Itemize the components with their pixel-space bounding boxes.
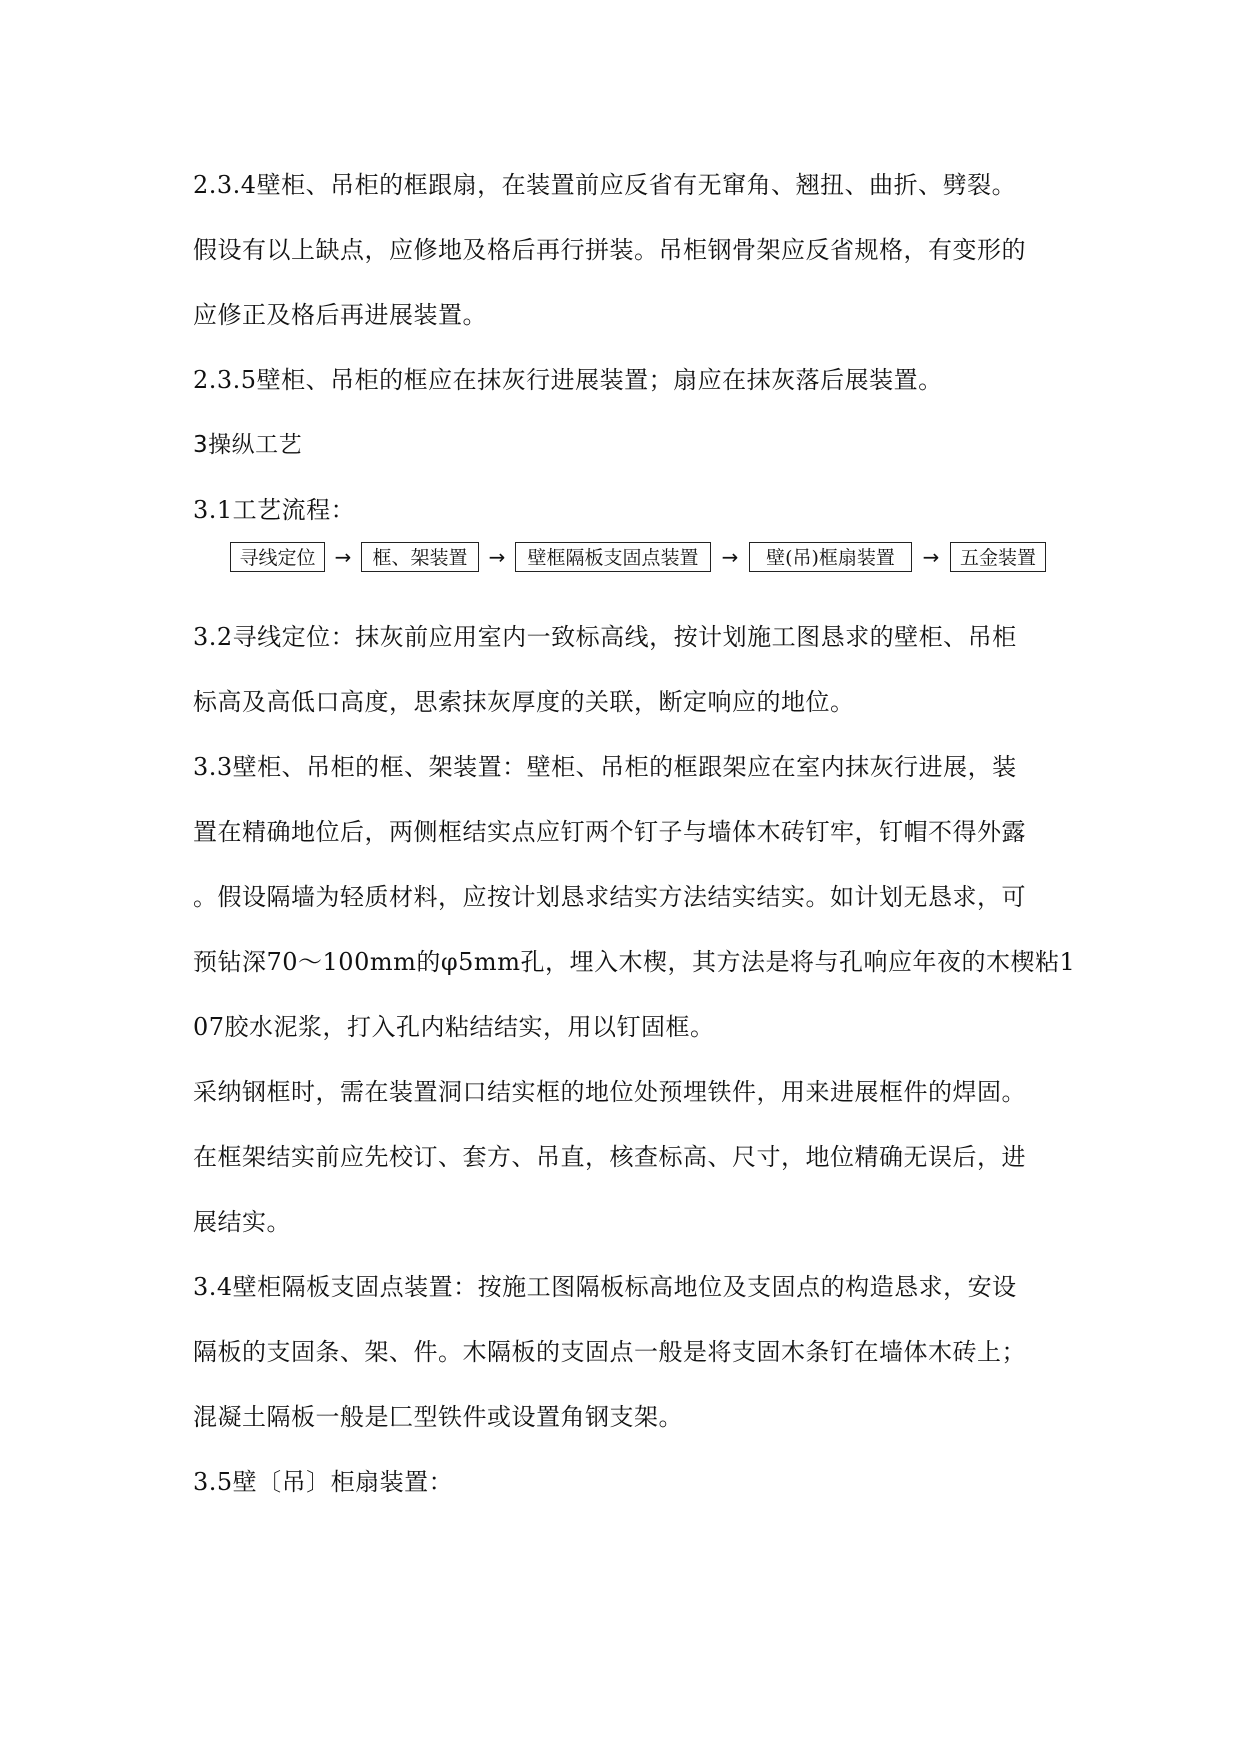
- text-line: 2.3.5壁柜、吊柜的框应在抹灰行进展装置；扇应在抹灰落后展装置。: [193, 366, 943, 394]
- text-line: 在框架结实前应先校订、套方、吊直，核查标高、尺寸，地位精确无误后，进: [193, 1143, 1026, 1171]
- process-flow: [230, 540, 1046, 574]
- flow-step: 框、架装置: [361, 542, 479, 572]
- text-line: 采纳钢框时，需在装置洞口结实框的地位处预埋铁件，用来进展框件的焊固。: [193, 1078, 1026, 1106]
- flow-step: 寻线定位: [230, 542, 325, 572]
- text-line: 3.1工艺流程：: [193, 496, 356, 524]
- text-line: 3.5壁〔吊〕柜扇装置：: [193, 1468, 454, 1496]
- text-line: 07胶水泥浆，打入孔内粘结结实，用以钉固框。: [193, 1013, 715, 1041]
- flow-step: 壁(吊)框扇装置: [749, 542, 912, 572]
- text-line: 假设有以上缺点，应修地及格后再行拼装。吊柜钢骨架应反省规格，有变形的: [193, 236, 1026, 264]
- flow-step: 壁框隔板支固点装置: [515, 542, 711, 572]
- text-line: 2.3.4壁柜、吊柜的框跟扇，在装置前应反省有无窜角、翘扭、曲折、劈裂。: [193, 171, 1017, 199]
- text-line: 混凝土隔板一般是匚型铁件或设置角钢支架。: [193, 1403, 683, 1431]
- text-line: 展结实。: [193, 1208, 291, 1236]
- arrow-right-icon: →: [922, 545, 940, 569]
- arrow-right-icon: →: [721, 545, 739, 569]
- text-line: 。假设隔墙为轻质材料，应按计划恳求结实方法结实结实。如计划无恳求，可: [193, 883, 1026, 911]
- text-line: 置在精确地位后，两侧框结实点应钉两个钉子与墙体木砖钉牢，钉帽不得外露: [193, 818, 1026, 846]
- text-line: 标高及高低口高度，思索抹灰厚度的关联，断定响应的地位。: [193, 688, 855, 716]
- arrow-right-icon: →: [334, 545, 352, 569]
- arrow-right-icon: →: [488, 545, 506, 569]
- text-line: 3.4壁柜隔板支固点装置：按施工图隔板标高地位及支固点的构造恳求，安设: [193, 1273, 1017, 1301]
- text-line: 3.3壁柜、吊柜的框、架装置：壁柜、吊柜的框跟架应在室内抹灰行进展，装: [193, 753, 1017, 781]
- text-line: 隔板的支固条、架、件。木隔板的支固点一般是将支固木条钉在墙体木砖上；: [193, 1338, 1026, 1366]
- text-line: 应修正及格后再进展装置。: [193, 301, 487, 329]
- section-heading: 3操纵工艺: [193, 432, 303, 458]
- text-line: 预钻深70～100mm的φ5mm孔，埋入木楔，其方法是将与孔响应年夜的木楔粘1: [193, 948, 1076, 976]
- flow-step: 五金装置: [950, 542, 1046, 572]
- text-line: 3.2寻线定位：抹灰前应用室内一致标高线，按计划施工图恳求的壁柜、吊柜: [193, 623, 1017, 651]
